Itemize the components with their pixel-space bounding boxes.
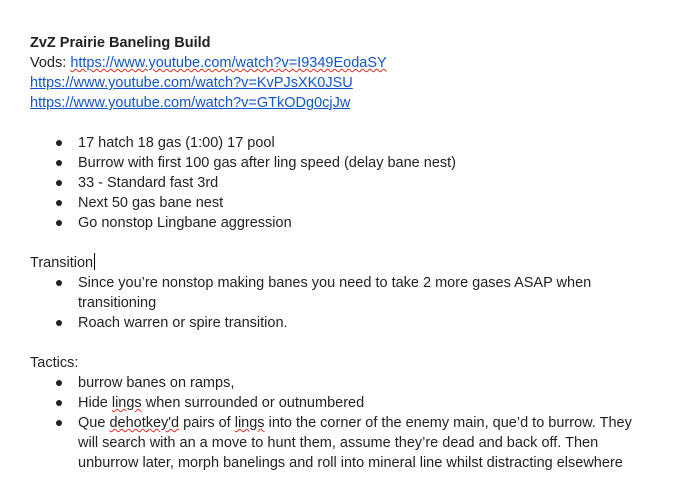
transition-heading: Transition (30, 255, 94, 271)
bullet-icon (56, 160, 62, 166)
list-item-text: Hide (78, 395, 112, 411)
bullet-icon (56, 400, 62, 406)
bullet-icon (56, 380, 62, 386)
vod-link-2[interactable]: https://www.youtube.com/watch?v=KvPJsXK0JSU (30, 75, 353, 91)
blank-line (30, 333, 650, 353)
bullet-icon (56, 200, 62, 206)
blank-line (30, 113, 650, 133)
list-item (30, 153, 650, 173)
list-item-text: when surrounded or outnumbered (141, 395, 365, 411)
bullet-icon (56, 280, 62, 286)
list-item-text: Roach warren or spire transition. (78, 315, 288, 331)
list-item (30, 273, 650, 313)
misspelled-word: dehotkey'd (109, 415, 180, 431)
misspelled-word: lings (111, 395, 142, 411)
tactics-heading: Tactics: (30, 355, 79, 371)
transition-heading-line (30, 253, 650, 273)
bullet-icon (56, 420, 62, 426)
list-item (30, 133, 650, 153)
list-item (30, 393, 650, 413)
document-body[interactable] (30, 33, 650, 473)
text-cursor (94, 253, 95, 270)
list-item-text: into the corner of the enemy main, que’d to burrow. They will search with an a move to hunt them, assume they’re dead and back off. Then unburrow later, morph banelings and roll into mineral line whilst distracting elsewhere (78, 415, 632, 471)
list-item (30, 313, 650, 333)
list-item (30, 173, 650, 193)
transition-list (30, 273, 650, 333)
list-item-text: burrow banes on ramps, (78, 375, 235, 391)
build-order-list (30, 133, 650, 233)
bullet-icon (56, 220, 62, 226)
list-item (30, 373, 650, 393)
vods-label: Vods: (30, 55, 67, 71)
vods-line (30, 53, 650, 73)
list-item-text: pairs of (179, 415, 235, 431)
list-item (30, 213, 650, 233)
list-item-text: 17 hatch 18 gas (1:00) 17 pool (78, 135, 275, 151)
list-item-text: Go nonstop Lingbane aggression (78, 215, 292, 231)
misspelled-word: lings (234, 415, 265, 431)
vod-link-1[interactable]: https://www.youtube.com/watch?v=I9349EodaSY (70, 55, 387, 71)
vod-link-3[interactable]: https://www.youtube.com/watch?v=GTkODg0cjJw (30, 95, 351, 111)
document-title: ZvZ Prairie Baneling Build (30, 35, 211, 51)
list-item-text: Burrow with first 100 gas after ling speed (delay bane nest) (78, 155, 457, 171)
tactics-list (30, 373, 650, 473)
blank-line (30, 233, 650, 253)
list-item-text: Que (78, 415, 110, 431)
list-item (30, 413, 650, 473)
bullet-icon (56, 180, 62, 186)
bullet-icon (56, 140, 62, 146)
bullet-icon (56, 320, 62, 326)
list-item (30, 193, 650, 213)
list-item-text: Next 50 gas bane nest (78, 195, 224, 211)
vods-line-3 (30, 93, 650, 113)
list-item-text: Since you’re nonstop making banes you need to take 2 more gases ASAP when transitioning (78, 275, 592, 311)
list-item-text: 33 - Standard fast 3rd (78, 175, 219, 191)
vods-line-2 (30, 73, 650, 93)
